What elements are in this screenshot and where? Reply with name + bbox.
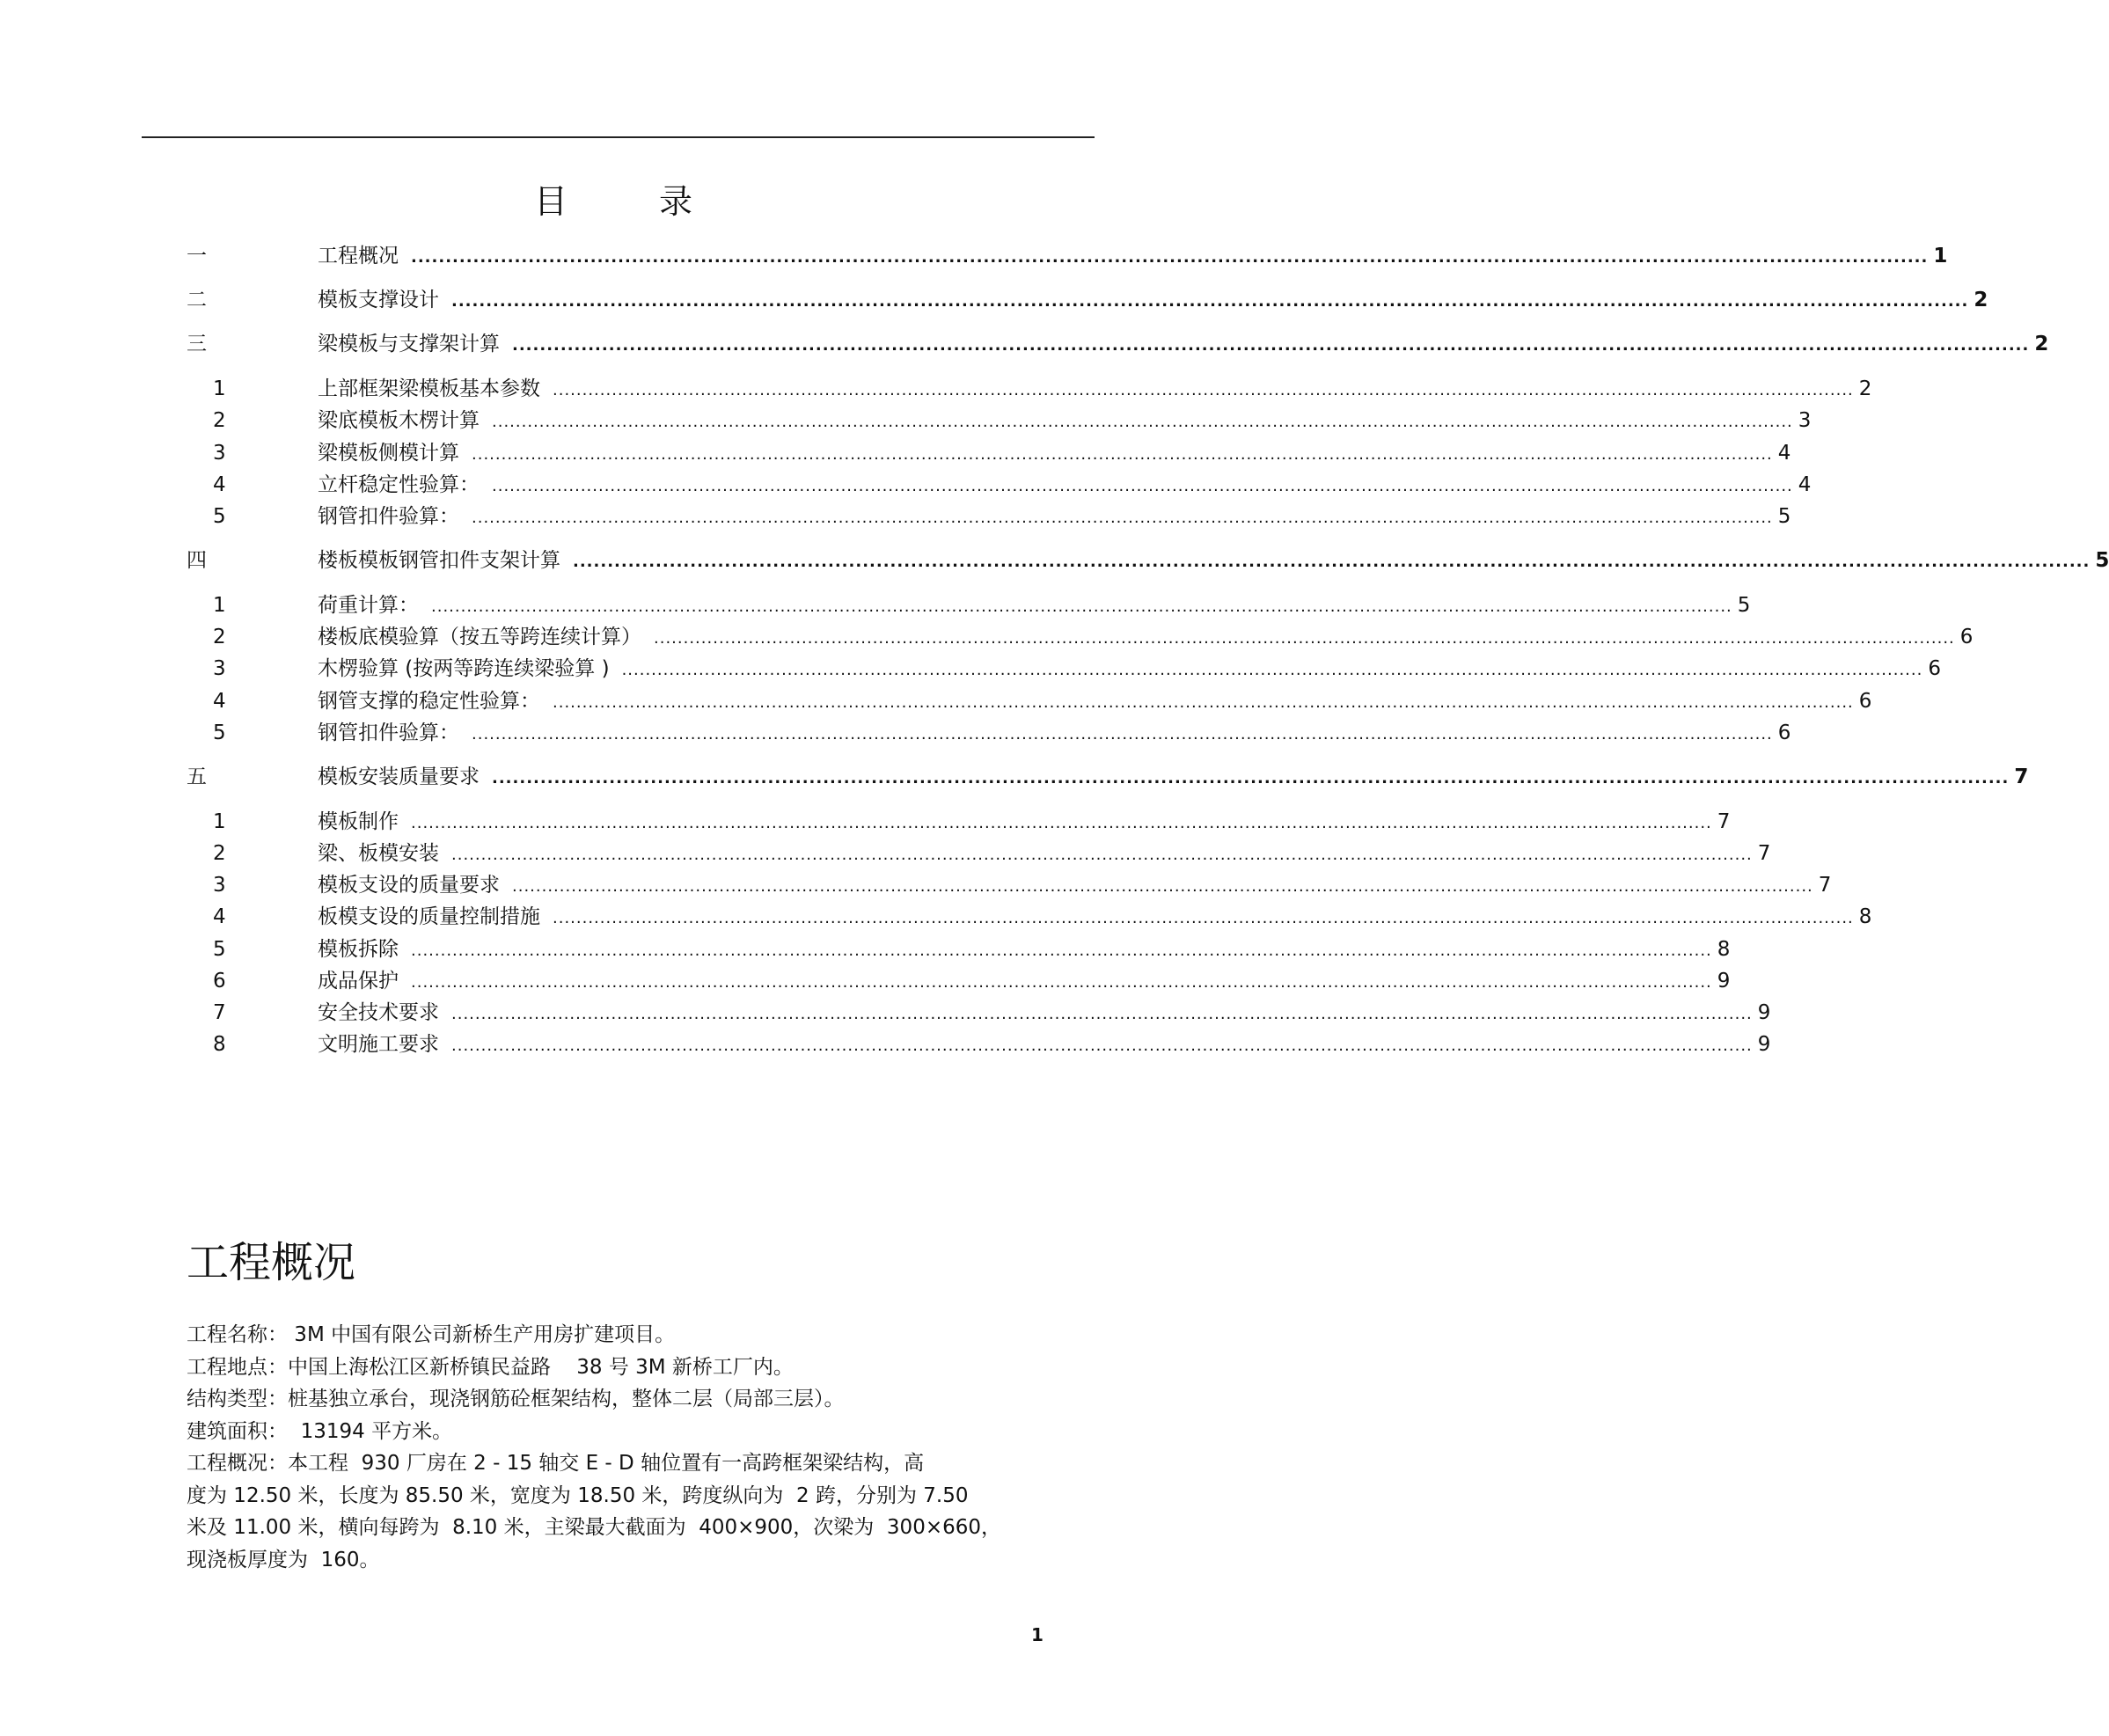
toc-entry-number: 3	[213, 442, 226, 465]
toc-entry[interactable]	[0, 998, 1771, 1028]
project-overview	[187, 1319, 1058, 1576]
toc-leader-dots: ............................................................................................................................................................................................................................	[573, 553, 2091, 571]
toc-entry[interactable]	[0, 654, 1941, 684]
toc-entry-label: 钢管支撑的稳定性验算：	[318, 690, 540, 713]
toc-leader-dots: ............................................................................................................................................................................................................................	[411, 248, 1929, 267]
toc-entry-page: 7	[1717, 810, 1731, 833]
toc-entry-label: 梁模板与支撑架计算	[318, 333, 500, 355]
toc-entry-label: 梁、板模安装	[318, 842, 439, 865]
toc-leader-dots: ............................................................................................................................................................................................................................	[492, 769, 2010, 787]
toc-leader-dots: ............................................................................................................................................................................................................................	[472, 725, 1773, 743]
toc-entry[interactable]	[0, 870, 1832, 900]
toc-entry[interactable]	[0, 839, 1771, 868]
toc-leader-dots: ............................................................................................................................................................................................................................	[553, 381, 1854, 399]
toc-entry-page: 2	[1974, 289, 1988, 311]
toc-entry-label: 模板支设的质量要求	[318, 874, 500, 897]
toc-entry-page: 7	[1818, 874, 1832, 897]
toc-entry-number: 1	[213, 594, 226, 617]
toc-entry-label: 模板制作	[318, 810, 399, 833]
toc-entry-page: 6	[1928, 657, 1941, 680]
overview-line: 工程名称： 3M 中国有限公司新桥生产用房扩建项目。	[187, 1323, 676, 1346]
toc-entry-number: 2	[213, 626, 226, 648]
toc-entry-number: 2	[213, 842, 226, 865]
toc-entry-label: 立杆稳定性验算：	[318, 473, 480, 496]
toc-entry-page: 6	[1858, 690, 1872, 713]
toc-entry-number: 三	[187, 333, 207, 355]
toc-entry-label: 上部框架梁模板基本参数	[318, 377, 540, 400]
toc-title: 目 录	[533, 182, 734, 221]
toc-entry-page: 6	[1777, 722, 1791, 744]
toc-leader-dots: ............................................................................................................................................................................................................................	[553, 909, 1854, 927]
page-number: 1	[1031, 1624, 1044, 1645]
toc-leader-dots: ............................................................................................................................................................................................................................	[472, 509, 1773, 527]
toc-entry[interactable]	[0, 902, 1872, 932]
toc-entry-page: 7	[2014, 765, 2029, 788]
toc-entry-number: 3	[213, 874, 226, 897]
toc-entry-page: 8	[1858, 905, 1872, 928]
toc-leader-dots: ............................................................................................................................................................................................................................	[512, 336, 2030, 355]
toc-entry-number: 6	[213, 970, 226, 993]
toc-entry-page: 9	[1757, 1001, 1771, 1024]
toc-leader-dots: ............................................................................................................................................................................................................................	[621, 661, 1923, 679]
toc-entry[interactable]	[0, 934, 1731, 964]
toc-entry[interactable]	[0, 329, 2049, 359]
toc-entry-number: 7	[213, 1001, 226, 1024]
toc-leader-dots: ............................................................................................................................................................................................................................	[553, 693, 1854, 712]
overview-line: 建筑面积： 13194 平方米。	[187, 1419, 453, 1443]
toc-entry-page: 8	[1717, 938, 1731, 961]
toc-entry-page: 3	[1798, 409, 1812, 432]
toc-entry-number: 5	[213, 722, 226, 744]
toc-entry-label: 钢管扣件验算：	[318, 722, 459, 744]
toc-entry-label: 板模支设的质量控制措施	[318, 905, 540, 928]
toc-entry-page: 2	[2034, 333, 2049, 355]
toc-entry-number: 二	[187, 289, 207, 311]
toc-entry-number: 8	[213, 1033, 226, 1056]
toc-entry[interactable]	[0, 807, 1731, 837]
toc-entry-label: 梁模板侧模计算	[318, 442, 459, 465]
toc-entry-label: 模板拆除	[318, 938, 399, 961]
toc-leader-dots: ............................................................................................................................................................................................................................	[451, 292, 1969, 311]
toc-leader-dots: ............................................................................................................................................................................................................................	[492, 477, 1793, 495]
toc-entry[interactable]	[0, 241, 1948, 271]
toc-entry-page: 4	[1798, 473, 1812, 496]
toc-entry-number: 5	[213, 505, 226, 528]
toc-entry[interactable]	[0, 622, 1974, 652]
toc-leader-dots: ............................................................................................................................................................................................................................	[512, 877, 1813, 896]
toc-entry[interactable]	[0, 686, 1872, 716]
toc-entry-label: 模板支撑设计	[318, 289, 439, 311]
toc-entry-number: 4	[213, 690, 226, 713]
toc-entry[interactable]	[0, 762, 2029, 792]
toc-entry-label: 模板安装质量要求	[318, 765, 480, 788]
toc-leader-dots: ............................................................................................................................................................................................................................	[411, 941, 1712, 960]
overview-line: 米及 11.00 米，横向每跨为 8.10 米，主梁最大截面为 400×900，次梁为 300×660，	[187, 1516, 1001, 1539]
toc-entry-label: 木楞验算 (按两等跨连续梁验算 )	[318, 657, 610, 680]
toc-entry-label: 成品保护	[318, 970, 399, 993]
toc-leader-dots: ............................................................................................................................................................................................................................	[451, 846, 1753, 864]
toc-entry-number: 4	[213, 473, 226, 496]
toc-leader-dots: ............................................................................................................................................................................................................................	[431, 597, 1732, 616]
toc-entry-page: 2	[1858, 377, 1872, 400]
toc-entry[interactable]	[0, 502, 1791, 531]
toc-entry-label: 楼板底模验算（按五等跨连续计算）	[318, 626, 641, 648]
toc-leader-dots: ............................................................................................................................................................................................................................	[411, 814, 1712, 832]
toc-entry[interactable]	[0, 966, 1731, 996]
toc-entry-page: 5	[1737, 594, 1751, 617]
toc-entry-number: 1	[213, 377, 226, 400]
toc-entry[interactable]	[0, 590, 1751, 620]
toc-entry[interactable]	[0, 285, 1988, 315]
overview-line: 工程地点：中国上海松江区新桥镇民益路 38 号 3M 新桥工厂内。	[187, 1355, 794, 1379]
section-heading: 工程概况	[187, 1238, 356, 1287]
header-rule	[142, 136, 1095, 138]
toc-leader-dots: ............................................................................................................................................................................................................................	[451, 1036, 1753, 1055]
toc-entry-label: 钢管扣件验算：	[318, 505, 459, 528]
toc-entry-label: 工程概况	[318, 245, 399, 267]
toc-leader-dots: ............................................................................................................................................................................................................................	[411, 973, 1712, 992]
toc-entry-number: 3	[213, 657, 226, 680]
toc-entry-page: 5	[1777, 505, 1791, 528]
toc-entry-number: 五	[187, 765, 207, 788]
toc-entry[interactable]	[0, 718, 1791, 748]
toc-entry-label: 梁底模板木楞计算	[318, 409, 480, 432]
toc-entry-label: 安全技术要求	[318, 1001, 439, 1024]
toc-entry-label: 文明施工要求	[318, 1033, 439, 1056]
overview-line: 工程概况：本工程 930 厂房在 2 - 15 轴交 E - D 轴位置有一高跨框架梁结构，高	[187, 1452, 925, 1475]
toc-entry-page: 9	[1757, 1033, 1771, 1056]
overview-line: 现浇板厚度为 160。	[187, 1548, 380, 1571]
toc-entry-label: 荷重计算：	[318, 594, 419, 617]
toc-entry[interactable]	[0, 406, 1812, 436]
toc-entry-number: 四	[187, 549, 207, 572]
toc-entry-page: 4	[1777, 442, 1791, 465]
toc-entry-number: 5	[213, 938, 226, 961]
toc-leader-dots: ............................................................................................................................................................................................................................	[472, 445, 1773, 464]
toc-entry[interactable]	[0, 438, 1791, 468]
toc-entry-page: 9	[1717, 970, 1731, 993]
toc-entry-number: 1	[213, 810, 226, 833]
toc-leader-dots: ............................................................................................................................................................................................................................	[492, 413, 1793, 431]
toc-entry[interactable]	[0, 546, 2109, 575]
toc-entry-number: 4	[213, 905, 226, 928]
toc-entry-page: 6	[1959, 626, 1974, 648]
toc-entry[interactable]	[0, 470, 1812, 500]
overview-line: 结构类型：桩基独立承台，现浇钢筋砼框架结构，整体二层（局部三层）。	[187, 1388, 845, 1410]
toc-entry-page: 7	[1757, 842, 1771, 865]
toc-entry-number: 一	[187, 245, 207, 267]
toc-entry[interactable]	[0, 374, 1872, 404]
toc-leader-dots: ............................................................................................................................................................................................................................	[451, 1005, 1753, 1023]
toc-entry-number: 2	[213, 409, 226, 432]
toc-leader-dots: ............................................................................................................................................................................................................................	[654, 629, 1955, 648]
toc-entry[interactable]	[0, 1029, 1771, 1059]
toc-entry-page: 5	[2095, 549, 2109, 572]
overview-line: 度为 12.50 米，长度为 85.50 米，宽度为 18.50 米，跨度纵向为 2 跨，分别为 7.50	[187, 1483, 969, 1507]
toc-entry-page: 1	[1933, 245, 1948, 267]
toc-entry-label: 楼板模板钢管扣件支架计算	[318, 549, 560, 572]
